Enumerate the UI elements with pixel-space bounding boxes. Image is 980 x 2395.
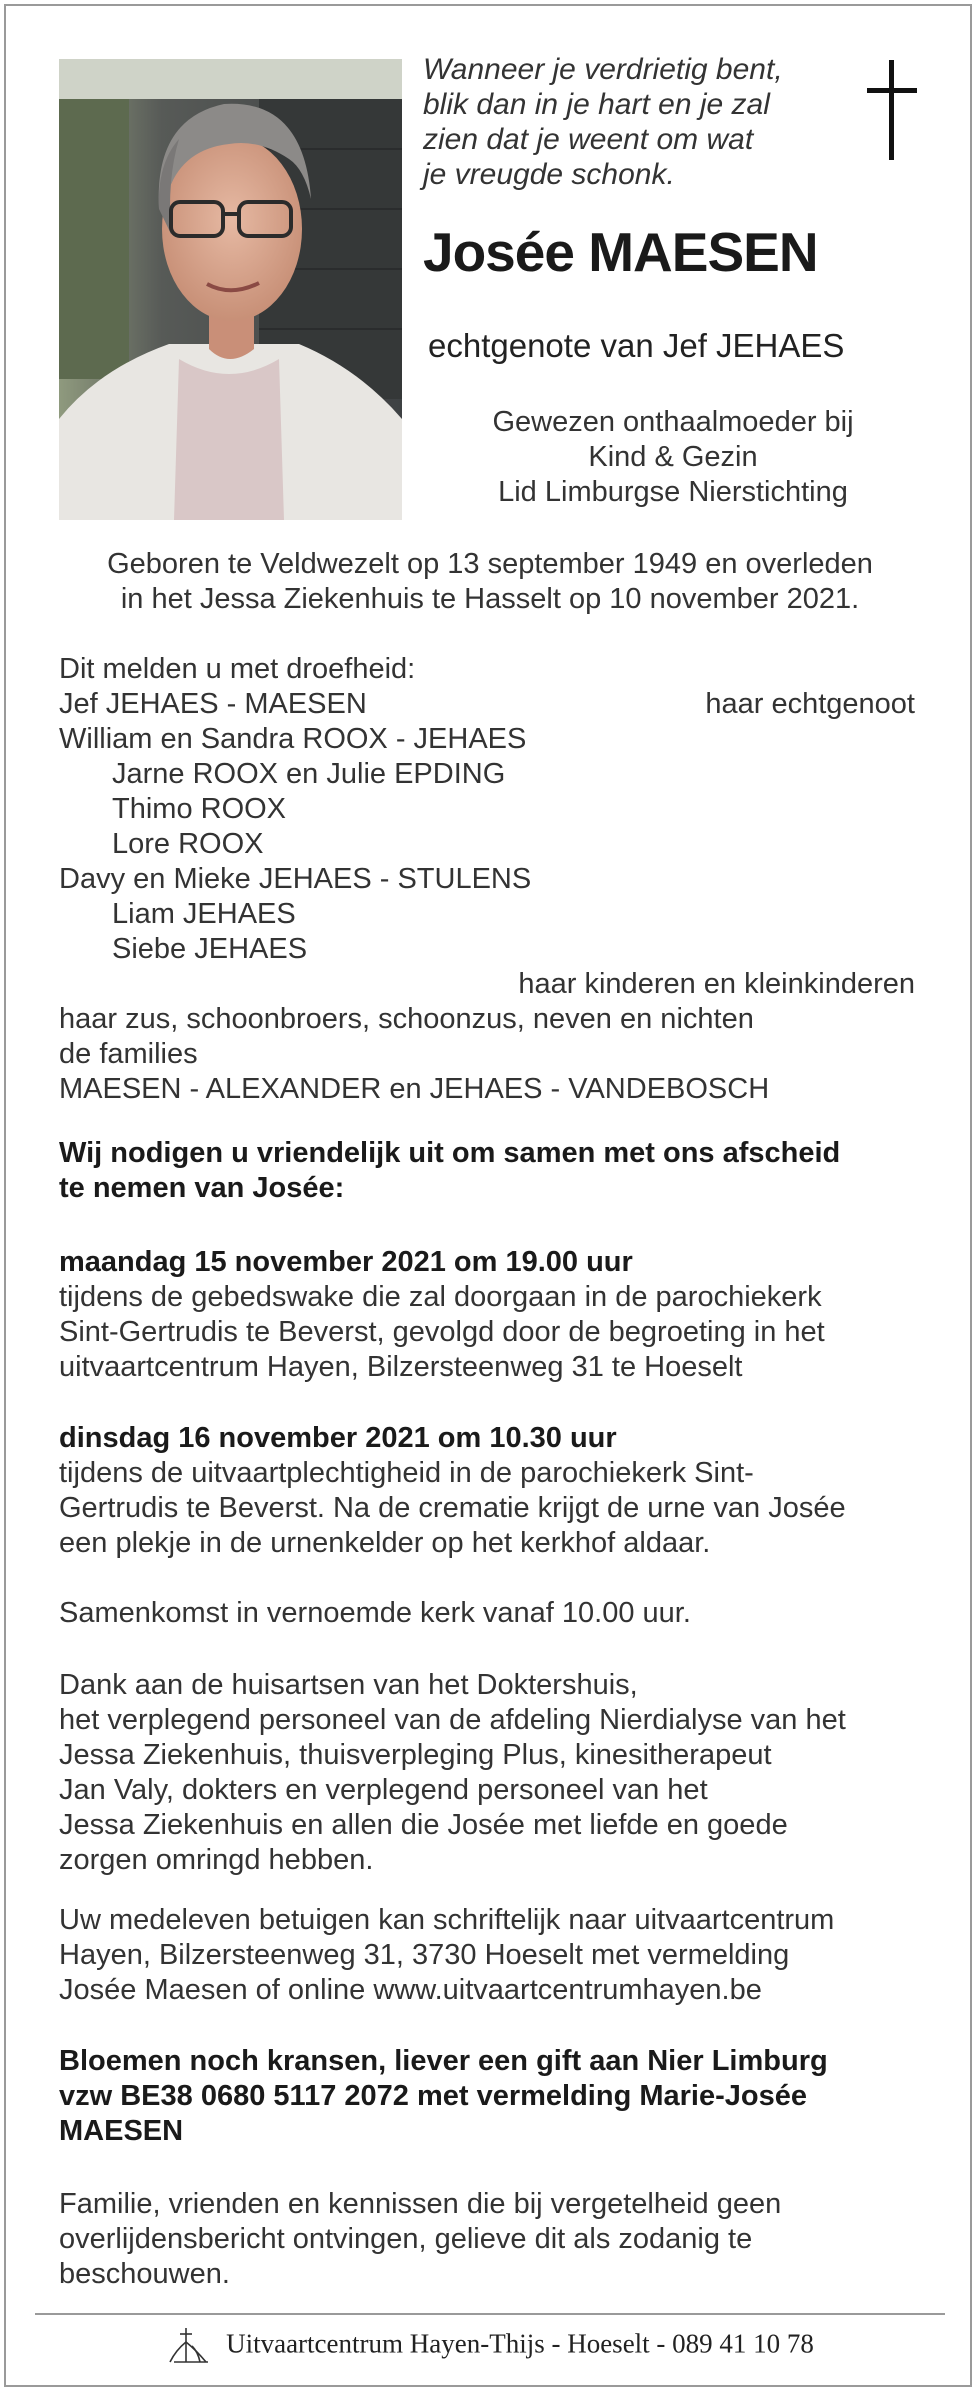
closing-section [59,2187,929,2292]
grandchild-name: Siebe JEHAES [112,933,308,965]
flowers-line: vzw BE38 0680 5117 2072 met vermelding Marie-Josée [59,2080,807,2112]
thanks-line: Jessa Ziekenhuis en allen die Josée met liefde en goede [59,1809,788,1841]
funeral-line: Gertrudis te Beverst. Na de crematie krijgt de urne van Josée [59,1492,846,1524]
wake-line: tijdens de gebedswake die zal doorgaan in de parochiekerk [59,1281,822,1313]
wake-line: Sint-Gertrudis te Beverst, gevolgd door de begroeting in het [59,1316,825,1348]
husband-name: Jef JEHAES - MAESEN [59,688,367,720]
condolence-line: Uw medeleven betuigen kan schriftelijk naar uitvaartcentrum [59,1904,835,1936]
thanks-section [59,1668,929,1878]
gathering-info: Samenkomst in vernoemde kerk vanaf 10.00 uur. [59,1597,691,1629]
thanks-line: Jessa Ziekenhuis, thuisverpleging Plus, kinesitherapeut [59,1739,772,1771]
family-husband-row [59,687,929,722]
funeral-home-footer [0,2322,980,2366]
role-line: Gewezen onthaalmoeder bij [492,406,854,438]
thanks-line: het verplegend personeel van de afdeling Nierdialyse van het [59,1704,846,1736]
funeral-line: tijdens de uitvaartplechtigheid in de parochiekerk Sint- [59,1457,754,1489]
closing-line: beschouwen. [59,2258,230,2290]
families-label: de families [59,1038,198,1070]
funeral-date: dinsdag 16 november 2021 om 10.30 uur [59,1422,617,1454]
wake-line: uitvaartcentrum Hayen, Bilzersteenweg 31 te Hoeselt [59,1351,743,1383]
siblings-line: haar zus, schoonbroers, schoonzus, neven en nichten [59,1003,754,1035]
wake-section [59,1245,929,1385]
quote-line: Wanneer je verdrietig bent, [423,53,783,86]
footer-text: Uitvaartcentrum Hayen-Thijs - Hoeselt - 089 41 10 78 [226,2328,814,2359]
grandchild-name: Liam JEHAES [112,898,296,930]
deceased-name: Josée MAESEN [423,221,818,283]
family-intro: Dit melden u met droefheid: [59,653,416,685]
condolence-line: Josée Maesen of online www.uitvaartcentrumhayen.be [59,1974,762,2006]
quote [423,52,843,192]
funeral-line: een plekje in de urnenkelder op het kerkhof aldaar. [59,1527,711,1559]
thanks-line: Dank aan de huisartsen van het Doktershuis, [59,1669,638,1701]
flowers-line: Bloemen noch kransen, liever een gift aan Nier Limburg [59,2045,828,2077]
born-line: Geboren te Veldwezelt op 13 september 1949 en overleden [107,548,873,580]
quote-line: zien dat je weent om wat [423,123,754,156]
child-name: Davy en Mieke JEHAES - STULENS [59,863,532,895]
families-names: MAESEN - ALEXANDER en JEHAES - VANDEBOSCH [59,1073,770,1105]
role-line: Kind & Gezin [588,441,758,473]
role-line: Lid Limburgse Nierstichting [498,476,848,508]
children-role-row [59,967,929,1002]
roles [423,405,923,510]
condolence-line: Hayen, Bilzersteenweg 31, 3730 Hoeselt met vermelding [59,1939,790,1971]
spouse-line: echtgenote van Jef JEHAES [428,327,845,364]
funeral-home-logo-icon [166,2322,212,2366]
grandchild-name: Jarne ROOX en Julie EPDING [112,758,506,790]
funeral-section [59,1421,929,1561]
grandchild-name: Thimo ROOX [112,793,287,825]
birth-death-info [40,547,940,617]
child-name: William en Sandra ROOX - JEHAES [59,723,527,755]
quote-line: blik dan in je hart en je zal [423,88,770,121]
closing-line: Familie, vrienden en kennissen die bij vergetelheid geen [59,2188,782,2220]
thanks-line: zorgen omringd hebben. [59,1844,374,1876]
husband-role: haar echtgenoot [705,688,915,720]
quote-line: je vreugde schonk. [423,158,675,191]
thanks-line: Jan Valy, dokters en verplegend personeel van het [59,1774,708,1806]
wake-date: maandag 15 november 2021 om 19.00 uur [59,1246,633,1278]
invitation [59,1136,929,1206]
footer-divider [35,2313,945,2315]
grandchild-name: Lore ROOX [112,828,264,860]
children-role: haar kinderen en kleinkinderen [518,968,915,1000]
family-list [59,652,929,1107]
invite-line: te nemen van Josée: [59,1172,345,1204]
condolence-section [59,1903,929,2008]
born-line: in het Jessa Ziekenhuis te Hasselt op 10 november 2021. [120,583,860,615]
flowers-section [59,2044,929,2149]
cross-icon [862,60,922,160]
flowers-line: MAESEN [59,2115,184,2147]
invite-line: Wij nodigen u vriendelijk uit om samen met ons afscheid [59,1137,841,1169]
closing-line: overlijdensbericht ontvingen, gelieve dit als zodanig te [59,2223,753,2255]
portrait-photo [59,59,402,520]
